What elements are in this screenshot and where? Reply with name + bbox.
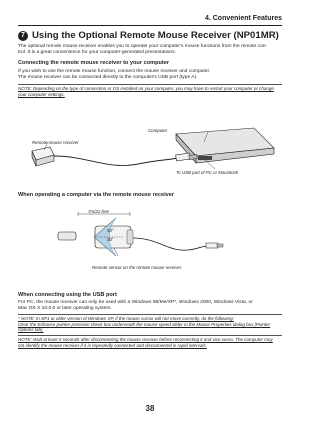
receiver-label: Remote mouse receiver	[32, 140, 79, 145]
connect-heading: Connecting the remote mouse receiver to your computer	[18, 60, 170, 66]
operating-range-illustration	[18, 208, 282, 266]
note-rule-top	[18, 84, 282, 85]
usb-line-2: Mac OS X 10.0.0 or later operating system.	[18, 306, 112, 312]
xp-note-line-2: Clear the Enhance pointer precision check box underneath the mouse speed slider in the Mouse Properties dialog box [Pointer	[18, 321, 271, 327]
sensor-label: Remote sensor on the remote mouse receiver	[92, 265, 182, 270]
receiver-cable	[133, 238, 208, 250]
xp-note-line-1: * NOTE: In SP1 or older version of Windows XP, if the mouse cursor will not move correctly, do the following:	[18, 316, 234, 321]
angle-bottom-label: 30°	[107, 237, 114, 242]
header-rule	[18, 25, 282, 26]
section-title-text: Using the Optional Remote Mouse Receiver (NP01MR)	[32, 30, 279, 41]
chapter-header: 4. Convenient Features	[204, 15, 282, 22]
section-number: 7	[18, 31, 28, 41]
handheld-remote-illustration	[58, 232, 76, 240]
intro-paragraph	[18, 44, 282, 56]
xp-note	[18, 316, 282, 333]
note-rule-mid	[18, 314, 282, 315]
connection-illustration	[18, 112, 282, 180]
note-rule-bottom	[18, 335, 282, 336]
usb-heading: When connecting using the USB port	[18, 292, 117, 298]
usb-line-1: For PC, the mouse receiver can only be used with a Windows 98/Me/XP*, Windows 2000, Windows Vista, or	[18, 300, 253, 305]
connect-paragraph	[18, 69, 282, 81]
section-title	[18, 30, 279, 41]
connect-line-2: The mouse receiver can be connected directly to the computer's USB port (type A).	[18, 75, 198, 81]
connect-note-line-2: your computer settings.	[18, 91, 65, 97]
operating-heading: When operating a computer via the remote mouse receiver	[18, 192, 175, 198]
connect-line-1: If you wish to use the remote mouse function, connect the mouse receiver and computer.	[18, 69, 211, 74]
connect-note-line-1: NOTE: Depending on the type of connection or OS installed on your computer, you may have to restart your computer or change	[18, 86, 274, 91]
reconnect-note-line-2: not identify the mouse receiver if it is repeatedly connected and disconnected in rapid intervals.	[18, 342, 207, 348]
reconnect-note	[18, 337, 282, 348]
reconnect-note-line-1: NOTE: Wait at least 5 seconds after disconnecting the mouse receiver before reconnecting it and vice versa. The computer may	[18, 337, 273, 342]
distance-label: 7m/22 feet	[88, 209, 109, 214]
computer-label: Computer	[148, 128, 168, 133]
usb-paragraph	[18, 300, 282, 312]
page-number: 38	[145, 404, 155, 413]
receiver-illustration	[32, 147, 54, 166]
xp-note-line-3: Options tab].	[18, 327, 44, 333]
usb-cable	[54, 156, 178, 165]
intro-line-1: The optional remote mouse receiver enables you to operate your computer's mouse functions from the remote con-	[18, 44, 268, 49]
angle-top-label: 30°	[107, 228, 114, 233]
intro-line-2: trol. It is a great convenience for your computer-generated presentations.	[18, 50, 176, 56]
connect-note	[18, 86, 282, 97]
usb-port-label: To USB port of PC or Macintosh	[176, 170, 239, 175]
